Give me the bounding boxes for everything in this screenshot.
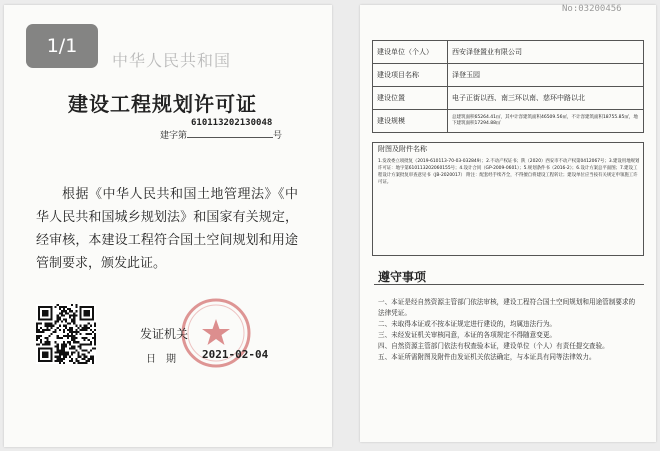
rule-item: 三、未经发证机关审核同意，本证的各项规定不得随意变更。 bbox=[378, 331, 557, 339]
table-value: 电子正街以西、南三环以南、慈环中路以北 bbox=[448, 87, 644, 110]
project-info-table bbox=[372, 40, 644, 133]
issue-date: 2021-02-04 bbox=[202, 348, 269, 361]
table-label: 建设项目名称 bbox=[373, 64, 448, 87]
attachments-title: 附图及附件名称 bbox=[378, 145, 427, 153]
table-label: 建设单位（个人） bbox=[373, 41, 448, 64]
document-number: No:03200456 bbox=[562, 4, 622, 14]
rules-title: 遵守事项 bbox=[378, 270, 427, 284]
table-value: 泽登玉园 bbox=[448, 64, 644, 87]
issuer-label: 发证机关 bbox=[140, 327, 189, 341]
table-row bbox=[373, 64, 644, 87]
rule-item: 一、本证是经自然资源主管部门依法审核，建设工程符合国土空间规划和用途管制要求的法律凭证。 bbox=[378, 298, 636, 317]
certificate-number-line bbox=[160, 128, 282, 141]
table-row bbox=[373, 87, 644, 110]
table-label: 建设规模 bbox=[373, 110, 448, 133]
rule-item: 四、自然资源主管部门依法有权查验本证，建设单位（个人）有责任提交查验。 bbox=[378, 342, 609, 350]
table-value: 西安泽登置业有限公司 bbox=[448, 41, 644, 64]
number-underline bbox=[187, 129, 273, 138]
hao-suffix: 号 bbox=[273, 131, 283, 141]
certificate-body bbox=[36, 183, 298, 275]
body-paragraph: 根据《中华人民共和国土地管理法》《中华人民共和国城乡规划法》和国家有关规定，经审核，本建设工程符合国土空间规划和用途管制要求，颁发此证。 bbox=[36, 187, 298, 271]
rule-item: 二、未取得本证或不按本证规定进行建设的，均属违法行为。 bbox=[378, 320, 557, 328]
country-name: 中华人民共和国 bbox=[112, 51, 232, 70]
divider bbox=[374, 284, 644, 285]
table-label: 建设位置 bbox=[373, 87, 448, 110]
table-row bbox=[373, 110, 644, 133]
page-indicator: 1/1 bbox=[26, 24, 98, 68]
table-row bbox=[373, 41, 644, 64]
table-value: 总建筑面积65264.41㎡，其中计容建筑面积46509.56㎡，不计容建筑面积18755.85㎡，地下建筑面积17294.88㎡ bbox=[448, 110, 644, 133]
zi-prefix: 建字第 bbox=[160, 131, 188, 141]
qr-code-icon bbox=[36, 304, 96, 364]
certificate-title: 建设工程规划许可证 bbox=[68, 92, 257, 116]
certificate-number: 610113202130048 bbox=[191, 118, 273, 128]
attachments-text: 1.发改委立项批复（2019-610113-70-03-032849）；2.不动产权证书；陕（2020）西安市不动产权第0412067号；3.建设用地规划许可证：地字第610113202060155号；4.设计合同（GP-2009-0601）；5.规划条件书（2016-2）；6.设计方案总平面图；7.建设工程设计方案批复审查意见书（JB-2020017） 附注：配套经手续齐全，不得擅自将建设工程转让；建设单位应当按有关规定申领施工许可证。 bbox=[378, 159, 640, 185]
date-label: 日 期 bbox=[146, 354, 176, 365]
rule-item: 五、本证所需附图及附件由发证机关依法确定，与本证具有同等法律效力。 bbox=[378, 353, 596, 361]
rules-list bbox=[378, 297, 640, 363]
